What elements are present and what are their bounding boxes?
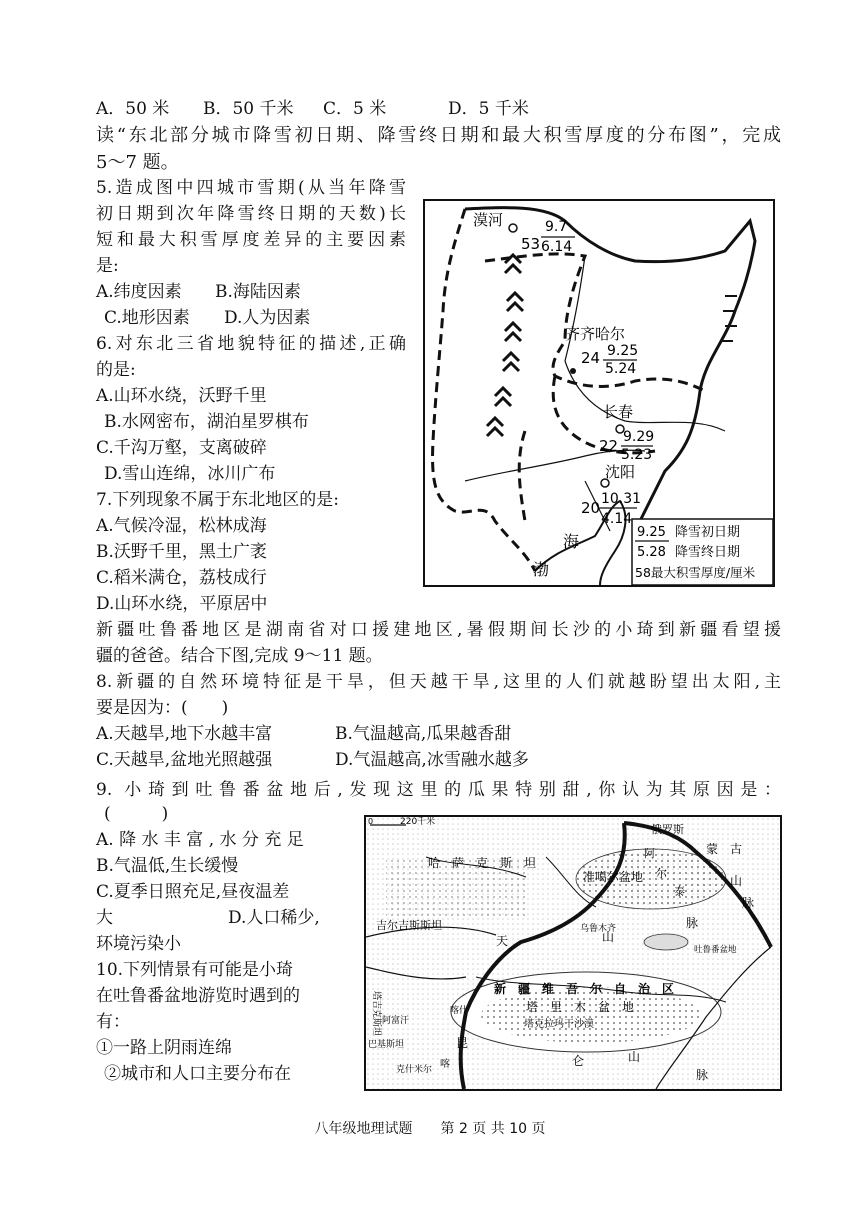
label-kashgar: 喀什 (450, 1006, 469, 1016)
last-snow-changchun: 5.23 (621, 447, 653, 463)
scale-label: 220千米 (400, 817, 436, 827)
label-afghanistan: 阿富汗 (382, 1016, 410, 1026)
label-tajikistan: 塔吉克斯坦 (371, 991, 381, 1037)
q4-option-d: D．5 千米 (448, 99, 529, 119)
q6-option-c: C.千沟万壑，支离破碎 (96, 438, 267, 458)
q9-stem-2: ( ) (104, 804, 169, 824)
label-altai-2: 尔 (656, 867, 667, 880)
xinjiang-map (364, 815, 782, 1091)
legend-last-snow-value: 5.28 (637, 545, 666, 560)
q8-stem-2: 要是因为：( ) (96, 698, 229, 718)
q9-option-b: B.气温低,生长缓慢 (96, 856, 239, 876)
label-urumqi: 乌鲁木齐 (580, 924, 617, 934)
q5-stem-1: 5.造成图中四城市雪期(从当年降雪 (96, 178, 406, 198)
northeast-snow-map (423, 199, 775, 587)
q8-option-b: B.气温越高,瓜果越香甜 (335, 724, 512, 744)
q8-option-d: D.气温越高,冰雪融水越多 (335, 750, 529, 770)
q6-option-b: B.水网密布，湖泊星罗棋布 (104, 412, 309, 432)
label-kyrgyzstan: 吉尔吉斯斯坦 (376, 919, 442, 932)
q6-stem-2: 的是: (96, 360, 136, 380)
first-snow-qiqihar: 9.25 (607, 343, 639, 359)
q4-option-a: A．50 米 (96, 99, 170, 119)
snow-depth-mohe: 53 (521, 235, 541, 253)
river-songhua (565, 256, 725, 431)
q7-stem: 7.下列现象不属于东北地区的是: (96, 490, 339, 510)
label-turpan-basin: 吐鲁番盆地 (694, 945, 737, 955)
snow-depth-changchun: 22 (599, 437, 619, 455)
last-snow-qiqihar: 5.24 (605, 361, 637, 377)
q9-option-d-2: 环境污染小 (96, 934, 181, 954)
q9-option-a: A. 降 水 丰 富 , 水 分 充 足 (96, 830, 304, 850)
snow-depth-shenyang: 20 (581, 499, 601, 517)
q5-stem-4: 是: (96, 256, 119, 276)
scale-zero: 0 (368, 817, 374, 826)
label-kunlun-1: 昆 (456, 1036, 469, 1050)
label-altai-3: 泰 (674, 885, 685, 898)
intro-1-line-2: 5～7 题。 (96, 152, 179, 173)
intro-2-line-1: 新疆吐鲁番地区是湖南省对口援建地区,暑假期间长沙的小琦到新疆看望援 (96, 620, 781, 640)
provincial-border-liaoning (519, 431, 525, 521)
q6-stem-1: 6.对东北三省地貌特征的描述,正确 (96, 334, 406, 354)
mountain-symbols (487, 255, 523, 436)
q6-option-a: A.山环水绕，沃野千里 (96, 386, 267, 406)
first-snow-mohe: 9.7 (545, 219, 568, 235)
q7-option-c: C.稻米满仓，荔枝成行 (96, 568, 267, 588)
q5-option-d: D.人为因素 (224, 308, 311, 328)
first-snow-changchun: 9.29 (623, 429, 655, 445)
q5-option-b: B.海陆因素 (215, 282, 301, 302)
map-legend (632, 519, 773, 585)
label-tarim-basin: 塔 里 木 盆 地 (526, 1000, 635, 1014)
q10-stem-1: 10.下列情景有可能是小琦 (96, 960, 294, 980)
q10-item-1: ①一路上阴雨连绵 (96, 1038, 232, 1058)
city-marker-qiqihar (570, 368, 576, 374)
q10-item-2: ②城市和人口主要分布在 (104, 1064, 291, 1084)
q6-option-d: D.雪山连绵，冰川广布 (104, 464, 276, 484)
label-changchun: 长春 (603, 403, 634, 421)
q9-stem-1: 9. 小琦到吐鲁番盆地后,发现这里的瓜果特别甜,你认为其原因是： (96, 780, 781, 800)
label-altai-mai: 脉 (742, 896, 755, 910)
label-mohe: 漠河 (473, 211, 504, 229)
legend-first-snow-value: 9.25 (637, 525, 666, 540)
label-mongolia: 蒙 古 (706, 842, 743, 856)
snow-depth-qiqihar: 24 (581, 349, 601, 367)
label-sea: 海 (563, 532, 580, 551)
label-karakoram: 喀 (440, 1059, 450, 1070)
q8-option-a: A.天越旱,地下水越丰富 (96, 724, 273, 744)
label-shenyang: 沈阳 (605, 463, 636, 481)
q5-option-a: A.纬度因素 (96, 282, 182, 302)
label-kashmir: 克什米尔 (396, 1065, 433, 1075)
label-altai-shan: 山 (730, 874, 743, 888)
page-footer: 八年级地理试题 第 2 页 共 10 页 (314, 1121, 546, 1137)
city-marker-mohe (509, 224, 517, 232)
label-altai-1: 阿 (644, 847, 655, 860)
label-russia: 俄罗斯 (651, 823, 684, 836)
q10-stem-2: 在吐鲁番盆地游览时遇到的 (96, 986, 300, 1006)
q8-option-c: C.天越旱,盆地光照越强 (96, 750, 273, 770)
q4-option-b: B．50 千米 (203, 99, 294, 119)
label-tianshan-3: 脉 (686, 916, 699, 930)
q5-stem-3: 短和最大积雪厚度差异的主要因素 (96, 230, 406, 250)
turpan-basin-area (644, 934, 688, 950)
q8-stem-1: 8.新疆的自然环境特征是干旱，但天越干旱,这里的人们就越盼望出太阳,主 (96, 672, 781, 692)
first-snow-shenyang: 10.31 (601, 491, 642, 507)
q9-option-d-1: D.人口稀少, (228, 908, 320, 928)
last-snow-shenyang: 4.14 (601, 511, 633, 527)
intro-2-line-2: 疆的爸爸。结合下图,完成 9～11 题。 (96, 646, 383, 666)
q5-option-c: C.地形因素 (104, 308, 190, 328)
label-tianshan-1: 天 (496, 934, 509, 948)
q7-option-a: A.气候冷湿，松林成海 (96, 516, 267, 536)
legend-last-snow-label: 降雪终日期 (675, 545, 741, 560)
legend-first-snow-label: 降雪初日期 (675, 525, 741, 540)
label-kunlun-3: 山 (628, 1050, 641, 1064)
label-bohai: 渤 (533, 560, 550, 579)
label-junggar-basin: 准噶尔盆地 (583, 870, 644, 884)
label-xinjiang-region: 新 疆 维 吾 尔 自 治 区 (494, 982, 675, 996)
label-pakistan: 巴基斯坦 (368, 1040, 405, 1050)
legend-snow-depth: 58最大积雪厚度/厘米 (635, 565, 756, 580)
q10-stem-3: 有： (96, 1012, 130, 1032)
label-kunlun-2: 仑 (572, 1054, 585, 1068)
q4-option-c: C．5 米 (323, 99, 387, 119)
label-taklamakan: 塔克拉玛干沙漠 (524, 1019, 594, 1030)
label-kunlun-4: 脉 (696, 1068, 709, 1082)
q9-option-c-2: 大 (96, 908, 113, 928)
q7-option-d: D.山环水绕，平原居中 (96, 594, 268, 614)
intro-1-line-1: 读“东北部分城市降雪初日期、降雪终日期和最大积雪厚度的分布图”，完成 (96, 125, 781, 146)
q5-stem-2: 初日期到次年降雪终日期的天数)长 (96, 204, 406, 224)
last-snow-mohe: 6.14 (541, 239, 573, 255)
label-tianshan-2: 山 (602, 930, 615, 944)
q7-option-b: B.沃野千里，黑土广袤 (96, 542, 267, 562)
q9-option-c-1: C.夏季日照充足,昼夜温差 (96, 882, 290, 902)
label-qiqihar: 齐齐哈尔 (565, 325, 626, 343)
label-kazakhstan: 哈 萨 克 斯 坦 (428, 856, 537, 870)
